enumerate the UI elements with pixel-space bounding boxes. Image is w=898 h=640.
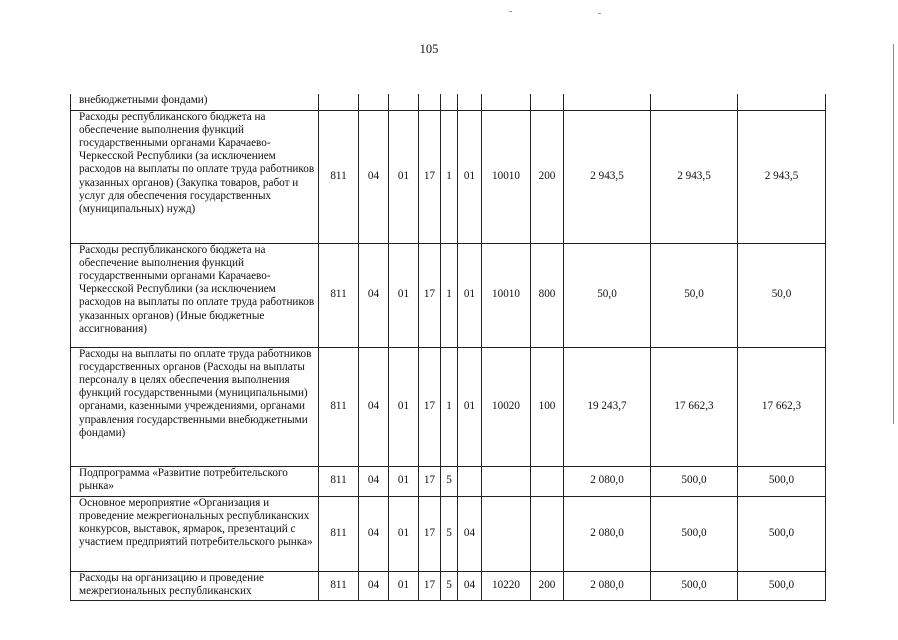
cell-amount-1: 19 243,7 [564,347,651,466]
cell-ministry [319,94,359,110]
cell-amount-1: 2 080,0 [564,571,651,600]
cell-measure: 04 [458,571,482,600]
scan-speck [598,13,601,14]
cell-ministry: 811 [319,243,359,347]
cell-amount-3: 17 662,3 [738,347,826,466]
cell-amount-2: 500,0 [651,496,738,571]
cell-amount-1: 50,0 [564,243,651,347]
table-row [71,243,826,347]
cell-amount-1: 2 080,0 [564,496,651,571]
cell-subsection: 01 [389,110,419,243]
cell-measure: 01 [458,347,482,466]
cell-program: 17 [419,466,441,496]
cell-section: 04 [359,347,389,466]
table-row [71,347,826,466]
cell-direction [482,466,531,496]
cell-expense-type: 200 [531,110,564,243]
cell-subprogram [441,94,458,110]
cell-subprogram: 5 [441,571,458,600]
row-name: Расходы на организацию и проведение межрегиональных республиканских [71,571,319,600]
page-number: 105 [419,42,439,56]
cell-ministry: 811 [319,496,359,571]
cell-amount-2: 2 943,5 [651,110,738,243]
cell-program: 17 [419,110,441,243]
cell-section [359,94,389,110]
cell-program: 17 [419,571,441,600]
cell-amount-3: 500,0 [738,466,826,496]
table-row [71,466,826,496]
cell-program [419,94,441,110]
cell-section: 04 [359,571,389,600]
row-name: Расходы на выплаты по оплате труда работников государственных органов (Расходы на выплаты персоналу в целях обеспечения выполнения функций государственными (муниципальными) органами, казенными учреждениями, органами управления государственными внебюджетными фондами) [71,347,319,466]
cell-direction: 10010 [482,243,531,347]
cell-amount-1 [564,94,651,110]
cell-program: 17 [419,496,441,571]
scan-speck [509,11,512,12]
cell-amount-3: 500,0 [738,496,826,571]
cell-ministry: 811 [319,110,359,243]
row-name: Основное мероприятие «Организация и проведение межрегиональных республиканских конкурсов, выставок, ярмарок, презентаций с участием предприятий потребительского рынка» [71,496,319,571]
cell-subsection: 01 [389,466,419,496]
cell-amount-2: 500,0 [651,466,738,496]
cell-measure: 01 [458,110,482,243]
cell-expense-type [531,466,564,496]
cell-expense-type: 100 [531,347,564,466]
row-name: Расходы республиканского бюджета на обеспечение выполнения функций государственными органами Карачаево-Черкесской Республики (за исключением расходов на выплаты по оплате труда работников указанных органов) (Закупка товаров, работ и услуг для обеспечения государственных (муниципальных) нужд) [71,110,319,243]
cell-direction: 10220 [482,571,531,600]
row-name: внебюджетными фондами) [71,94,319,110]
cell-measure [458,466,482,496]
cell-ministry: 811 [319,571,359,600]
cell-subprogram: 1 [441,347,458,466]
cell-subprogram: 5 [441,496,458,571]
budget-table [70,94,826,601]
cell-amount-1: 2 080,0 [564,466,651,496]
cell-program: 17 [419,243,441,347]
table-row [71,94,826,110]
table-row [71,571,826,600]
cell-subsection: 01 [389,496,419,571]
cell-subprogram: 1 [441,110,458,243]
row-name: Расходы республиканского бюджета на обеспечение выполнения функций государственными органами Карачаево-Черкесской Республики (за исключением расходов на выплаты по оплате труда работников указанных органов) (Иные бюджетные ассигнования) [71,243,319,347]
cell-measure [458,94,482,110]
cell-amount-2: 500,0 [651,571,738,600]
cell-subsection: 01 [389,243,419,347]
cell-expense-type: 800 [531,243,564,347]
cell-amount-3: 50,0 [738,243,826,347]
cell-subprogram: 5 [441,466,458,496]
cell-section: 04 [359,110,389,243]
cell-amount-1: 2 943,5 [564,110,651,243]
cell-expense-type [531,94,564,110]
cell-measure: 01 [458,243,482,347]
cell-direction [482,94,531,110]
cell-amount-2: 17 662,3 [651,347,738,466]
scan-edge-line [893,44,894,424]
row-name: Подпрограмма «Развитие потребительского рынка» [71,466,319,496]
cell-direction: 10020 [482,347,531,466]
cell-subprogram: 1 [441,243,458,347]
cell-subsection: 01 [389,571,419,600]
table-row [71,496,826,571]
cell-subsection: 01 [389,347,419,466]
cell-section: 04 [359,243,389,347]
cell-section: 04 [359,496,389,571]
cell-amount-3: 500,0 [738,571,826,600]
cell-direction [482,496,531,571]
cell-amount-2 [651,94,738,110]
cell-program: 17 [419,347,441,466]
cell-direction: 10010 [482,110,531,243]
cell-amount-2: 50,0 [651,243,738,347]
cell-subsection [389,94,419,110]
cell-expense-type [531,496,564,571]
table-row [71,110,826,243]
cell-section: 04 [359,466,389,496]
cell-ministry: 811 [319,347,359,466]
cell-ministry: 811 [319,466,359,496]
cell-expense-type: 200 [531,571,564,600]
cell-amount-3: 2 943,5 [738,110,826,243]
cell-amount-3 [738,94,826,110]
cell-measure: 04 [458,496,482,571]
